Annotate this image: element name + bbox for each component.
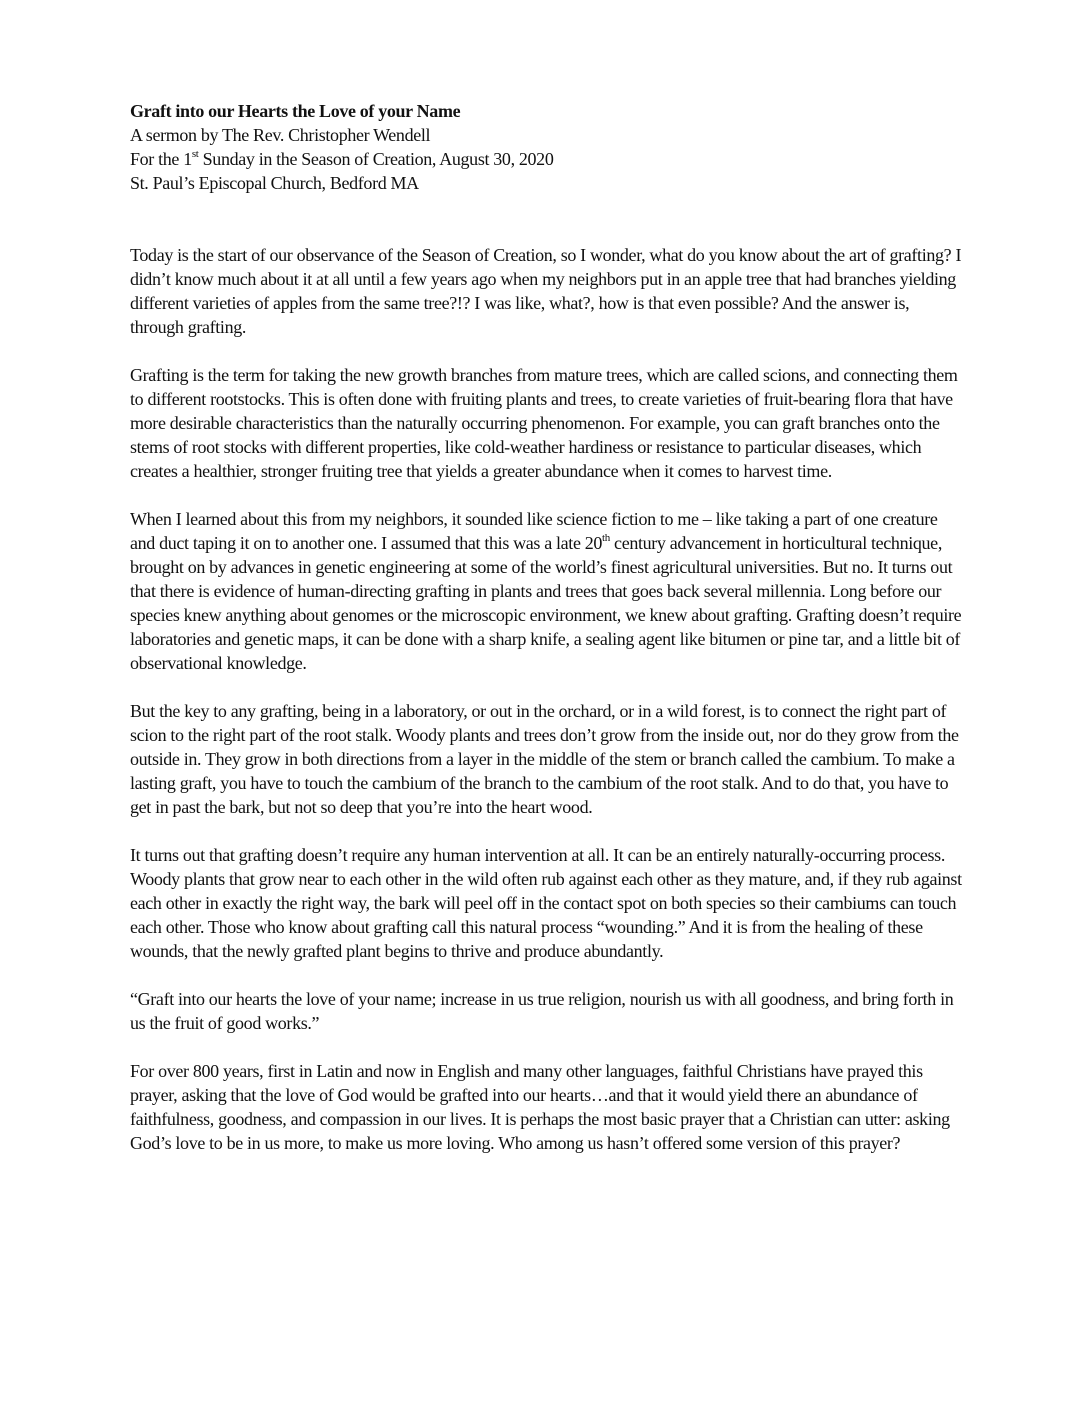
occasion-ordinal-suffix: st: [191, 148, 199, 160]
sermon-header: [130, 99, 970, 195]
sermon-byline: A sermon by The Rev. Christopher Wendell: [130, 125, 431, 145]
century-ordinal-suffix: th: [602, 532, 610, 544]
paragraph-7: For over 800 years, first in Latin and now in English and many other languages, faithful Christians have prayed this prayer, asking that the love of God would be grafted into our hearts…and that it would yield there an abundance of faithfulness, goodness, and compassion in our lives. It is perhaps the most basic prayer that a Christian can utter: asking God’s love to be in us more, to make us more loving. Who among us hasn’t offered some version of this prayer?: [130, 1061, 950, 1153]
sermon-occasion: [130, 147, 970, 171]
paragraph-3-part-2: century advancement in horticultural technique, brought on by advances in genetic engineering at some of the world’s finest agricultural universities. But no. It turns out that there is evidence of human-directing grafting in plants and trees that goes back several millennia. Long before our species knew anything about genomes or the microscopic environment, we knew about grafting. Grafting doesn’t require laboratories and genetic maps, it can be done with a sharp knife, a sealing agent like bitumen or pine tar, and a little bit of observational knowledge.: [130, 533, 962, 673]
occasion-suffix: Sunday in the Season of Creation, August 30, 2020: [198, 149, 554, 169]
sermon-location: St. Paul’s Episcopal Church, Bedford MA: [130, 173, 419, 193]
paragraph-3: [130, 507, 966, 675]
prayer-quote: “Graft into our hearts the love of your name; increase in us true religion, nourish us with all goodness, and bring forth in us the fruit of good works.”: [130, 989, 954, 1033]
paragraph-4: But the key to any grafting, being in a laboratory, or out in the orchard, or in a wild forest, is to connect the right part of scion to the right part of the root stalk. Woody plants and trees don’t grow from the inside out, nor do they grow from the outside in. They grow in both directions from a layer in the middle of the stem or branch called the cambium. To make a lasting graft, you have to touch the cambium of the branch to the cambium of the root stalk. And to do that, you have to get in past the bark, but not so deep that you’re into the heart wood.: [130, 701, 959, 817]
paragraph-1: Today is the start of our observance of the Season of Creation, so I wonder, what do you know about the art of grafting? I didn’t know much about it at all until a few years ago when my neighbors put in an apple tree that had branches yielding different varieties of apples from the same tree?!? I was like, what?, how is that even possible? And the answer is, through grafting.: [130, 245, 962, 337]
paragraph-5: It turns out that grafting doesn’t require any human intervention at all. It can be an entirely naturally-occurring process. Woody plants that grow near to each other in the wild often rub against each other as they mature, and, if they rub against each other in exactly the right way, the bark will peel off in the contact spot on both species so their cambiums can touch each other. Those who know about grafting call this natural process “wounding.” And it is from the healing of these wounds, that the newly grafted plant begins to thrive and produce abundantly.: [130, 845, 962, 961]
paragraph-2: Grafting is the term for taking the new growth branches from mature trees, which are called scions, and connecting them to different rootstocks. This is often done with fruiting plants and trees, to create varieties of fruit-bearing flora that have more desirable characteristics than the naturally occurring phenomenon. For example, you can graft branches onto the stems of root stocks with different properties, like cold-weather hardiness or resistance to particular diseases, which creates a healthier, stronger fruiting tree that yields a greater abundance when it comes to harvest time.: [130, 365, 958, 481]
sermon-body: [130, 243, 966, 1179]
sermon-title: Graft into our Hearts the Love of your Name: [130, 101, 461, 121]
occasion-prefix: For the 1: [130, 149, 192, 169]
paragraph-3-part-1: When I learned about this from my neighbors, it sounded like science fiction to me – like taking a part of one creature and duct taping it on to another one. I assumed that this was a late 20: [130, 509, 938, 553]
